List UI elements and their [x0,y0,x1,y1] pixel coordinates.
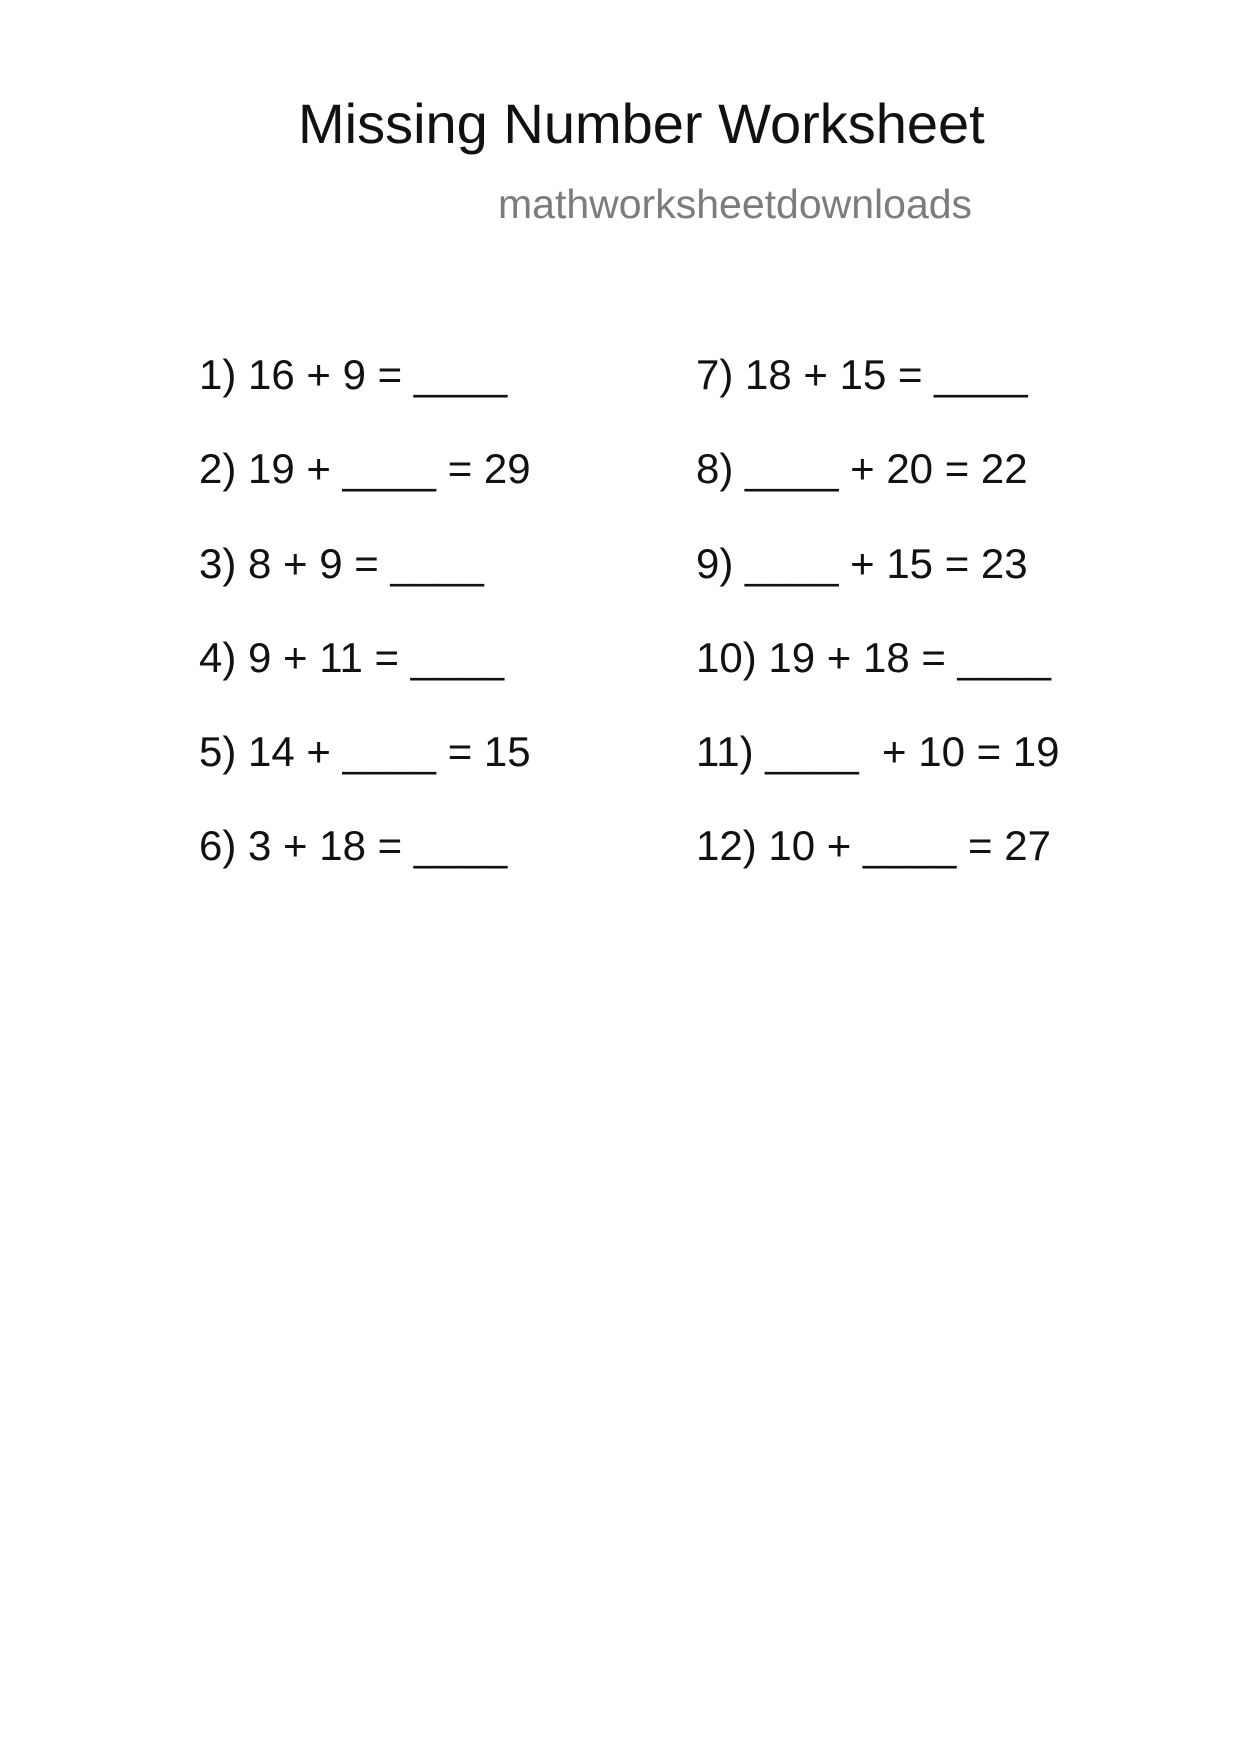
problem-6: 6) 3 + 18 = ____ [199,822,508,869]
problem-5: 5) 14 + ____ = 15 [199,728,531,775]
worksheet-source: mathworksheetdownloads [498,181,973,227]
problem-2: 2) 19 + ____ = 29 [199,445,531,492]
problem-8: 8) ____ + 20 = 22 [696,445,1028,492]
problem-4: 4) 9 + 11 = ____ [199,634,505,681]
problem-10: 10) 19 + 18 = ____ [696,634,1051,681]
problem-12: 12) 10 + ____ = 27 [696,822,1051,869]
problem-7: 7) 18 + 15 = ____ [696,351,1028,398]
problem-3: 3) 8 + 9 = ____ [199,540,484,587]
problem-11: 11) ____ + 10 = 19 [696,728,1060,775]
problem-9: 9) ____ + 15 = 23 [696,540,1028,587]
problem-1: 1) 16 + 9 = ____ [199,351,508,398]
worksheet-title: Missing Number Worksheet [298,92,985,155]
